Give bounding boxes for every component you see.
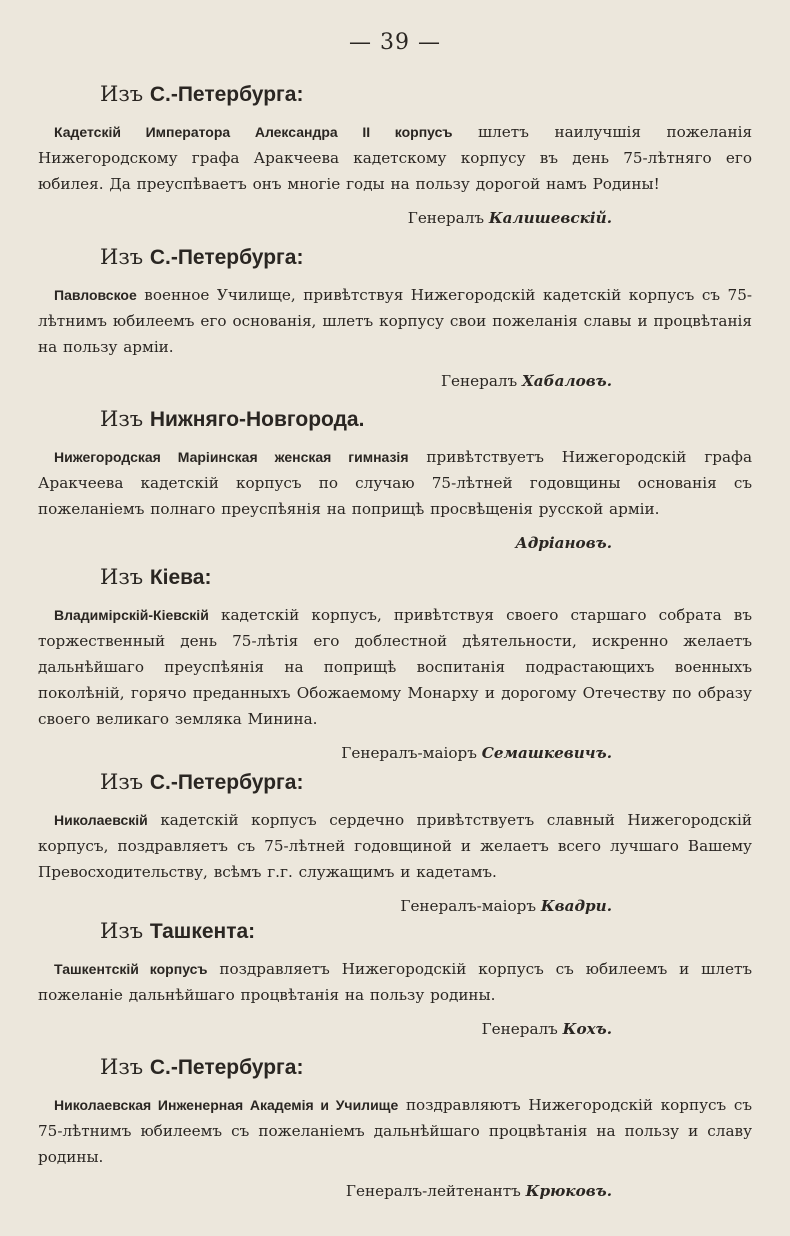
message-text: привѣтствуетъ Нижегородскій графа Аракчеева кадетскій корпусъ по случаю 75-лѣтней годовщины основанія съ пожеланіемъ полнаго преуспѣянія на поприщѣ просвѣщенія русской арміи. xyxy=(38,448,752,518)
section-heading xyxy=(100,917,752,946)
section-text xyxy=(38,1092,752,1170)
section-heading xyxy=(100,243,752,272)
heading-city: С.-Петербурга: xyxy=(149,771,304,794)
telegram-section xyxy=(38,768,752,915)
section-heading xyxy=(100,405,752,434)
heading-prefix: Изъ xyxy=(100,1055,144,1079)
sender-name: Павловское xyxy=(54,287,137,303)
message-text: кадетскій корпусъ сердечно привѣтствуетъ славный Нижегородскій корпусъ, поздравляетъ съ 75-лѣтней годовщиной и желаетъ всего лучшаго Вашему Превосходительству, всѣмъ г.г. служащимъ и кадетамъ. xyxy=(38,811,752,881)
signature-title: Генералъ-маіоръ xyxy=(400,897,537,915)
signature xyxy=(38,372,752,390)
message-text: военное Училище, привѣтствуя Нижегородскій кадетскій корпусъ съ 75-лѣтнимъ юбилеемъ его основанія, шлетъ корпусу свои пожеланія славы и процвѣтанія на пользу арміи. xyxy=(38,286,752,356)
sender-name: Ташкентскій корпусъ xyxy=(54,961,208,977)
message-text: кадетскій корпусъ, привѣтствуя своего старшаго собрата въ торжественный день 75-лѣтія его доблестной дѣятельности, искренно желаетъ дальнѣйшаго преуспѣянія на поприщѣ воспитанія подрастающихъ военныхъ поколѣній, горячо преданныхъ Обожаемому Монарху и дорогому Отечеству по образу своего великаго земляка Минина. xyxy=(38,606,753,728)
heading-prefix: Изъ xyxy=(100,82,144,106)
signature-name: Калишевскій. xyxy=(488,209,612,227)
telegram-section xyxy=(38,405,752,552)
telegram-section xyxy=(38,243,752,390)
heading-prefix: Изъ xyxy=(100,245,144,269)
signature-title: Генералъ xyxy=(407,209,485,227)
signature-title: Генералъ xyxy=(440,372,518,390)
message-text: шлетъ наилучшія пожеланія Нижегородскому графа Аракчеева кадетскому корпусу въ день 75-лѣтняго его юбилея. Да преуспѣваетъ онъ многіе годы на пользу дорогой намъ Родины! xyxy=(38,123,753,193)
heading-city: С.-Петербурга: xyxy=(149,83,304,106)
heading-city: Кіева: xyxy=(149,566,212,589)
sender-name: Владимірскій-Кіевскій xyxy=(54,607,209,623)
heading-city: С.-Петербурга: xyxy=(149,1056,304,1079)
message-text: поздравляетъ Нижегородскій корпусъ съ юбилеемъ и шлетъ пожеланіе дальнѣйшаго процвѣтанія на пользу родины. xyxy=(38,960,753,1004)
section-text xyxy=(38,282,752,360)
heading-prefix: Изъ xyxy=(100,770,144,794)
signature xyxy=(38,1182,752,1200)
signature-name: Крюковъ. xyxy=(525,1182,612,1200)
sender-name: Николаевская Инженерная Академія и Училище xyxy=(54,1097,399,1113)
section-heading xyxy=(100,768,752,797)
heading-prefix: Изъ xyxy=(100,407,144,431)
heading-prefix: Изъ xyxy=(100,565,144,589)
signature xyxy=(38,744,752,762)
signature xyxy=(38,534,752,552)
signature-title: Генералъ-маіоръ xyxy=(341,744,477,762)
section-text xyxy=(38,956,752,1008)
section-heading xyxy=(100,80,752,109)
signature-title: Генералъ-лейтенантъ xyxy=(345,1182,521,1200)
section-text xyxy=(38,444,752,522)
section-text xyxy=(38,119,752,197)
signature-name: Квадри. xyxy=(540,897,612,915)
telegram-section xyxy=(38,917,752,1038)
section-text xyxy=(38,602,752,732)
message-text: поздравляютъ Нижегородскій корпусъ съ 75-лѣтнимъ юбилеемъ съ пожеланіемъ дальнѣйшаго процвѣтанія на пользу и славу родины. xyxy=(38,1096,753,1166)
signature xyxy=(38,1020,752,1038)
heading-city: С.-Петербурга: xyxy=(149,246,304,269)
signature-title: Генералъ xyxy=(481,1020,558,1038)
section-text xyxy=(38,807,752,885)
heading-prefix: Изъ xyxy=(100,919,144,943)
signature-name: Кохъ. xyxy=(562,1020,612,1038)
telegram-section xyxy=(38,1053,752,1200)
telegram-section xyxy=(38,80,752,227)
page-number: — 39 — xyxy=(349,30,441,55)
sender-name: Николаевскій xyxy=(54,812,148,828)
heading-city: Ташкента: xyxy=(149,920,256,943)
signature-name: Хабаловъ. xyxy=(522,372,612,390)
heading-city: Нижняго-Новгорода. xyxy=(149,408,365,431)
telegram-section xyxy=(38,563,752,762)
sender-name: Кадетскій Императора Александра II корпусъ xyxy=(54,124,453,140)
signature xyxy=(38,209,752,227)
section-heading xyxy=(100,1053,752,1082)
signature xyxy=(38,897,752,915)
signature-name: Адріановъ. xyxy=(515,534,612,552)
signature-name: Семашкевичъ. xyxy=(481,744,612,762)
sender-name: Нижегородская Маріинская женская гимназія xyxy=(54,449,409,465)
section-heading xyxy=(100,563,752,592)
